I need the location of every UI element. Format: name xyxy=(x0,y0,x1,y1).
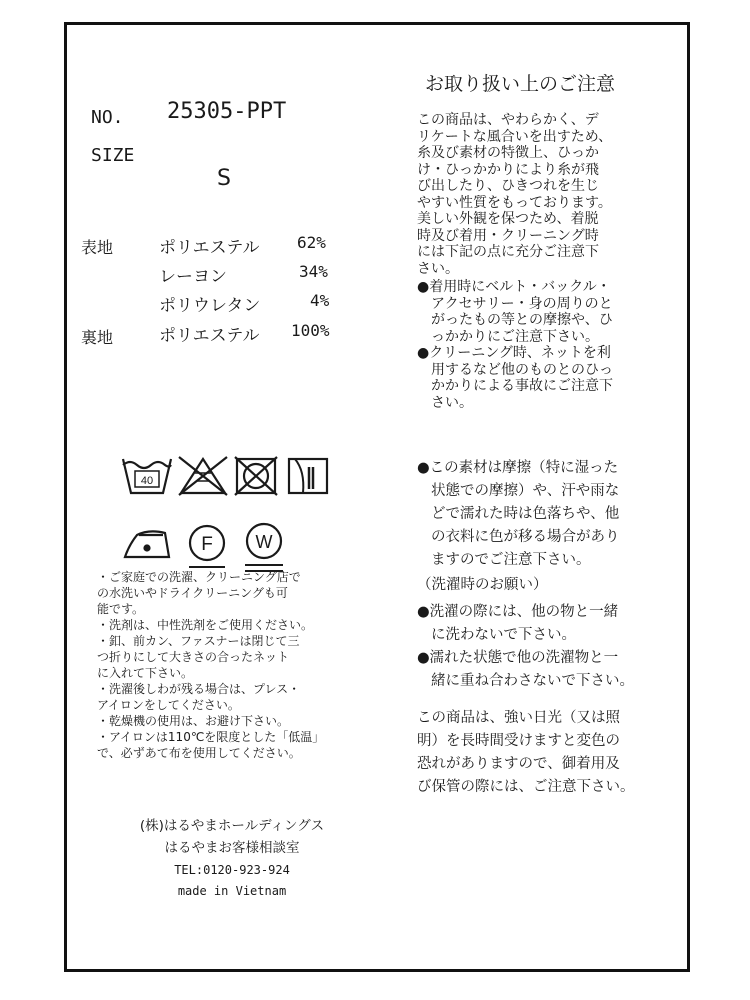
sunlight-warning xyxy=(417,707,697,799)
text-line: 緒に重ね合わさないで下さい。 xyxy=(431,673,634,689)
note-line: に入れて下さい。 xyxy=(97,666,194,680)
company-name: (株)はるやまホールディングス xyxy=(139,818,325,834)
bullet-cleaning xyxy=(417,345,697,411)
iron-low-icon xyxy=(125,531,169,557)
note-line: で、必ずあて布を使用してください。 xyxy=(97,746,301,760)
bullet-friction xyxy=(417,457,697,572)
fiber-percent: 62% xyxy=(297,233,326,252)
text-line: アクセサリー・身の周りのと xyxy=(431,295,613,312)
note-line: ・洗剤は、中性洗剤をご使用ください。 xyxy=(97,618,314,632)
note-line: の水洗いやドライクリーニングも可 xyxy=(97,586,288,600)
text-line: がったもの等との摩擦や、ひ xyxy=(431,312,613,328)
company-info xyxy=(97,815,367,901)
fiber-name: レーヨン xyxy=(159,267,227,287)
text-line: 明）を長時間受けますと変色の xyxy=(417,733,620,749)
text-line: ●この素材は摩擦（特に湿った xyxy=(417,460,619,476)
fiber-name: ポリエステル xyxy=(159,238,260,258)
text-line: どで濡れた時は色落ちや、他 xyxy=(431,506,620,522)
text-line: に洗わないで下さい。 xyxy=(431,627,576,643)
text-line: ますのでご注意下さい。 xyxy=(431,552,591,568)
text-line: 恐れがありますので、御着用及 xyxy=(417,756,620,772)
text-line: け・ひっかかりにより糸が飛 xyxy=(417,161,599,178)
product-no-label: NO. xyxy=(91,107,124,128)
text-line: 糸及び素材の特徴上、ひっか xyxy=(417,145,599,161)
text-line: ●着用時にベルト・バックル・ xyxy=(417,279,611,295)
text-line: （洗濯時のお願い） xyxy=(417,577,548,593)
care-label xyxy=(64,22,690,972)
text-line: リケートな風合いを出すため、 xyxy=(417,128,613,145)
bullet-wet-stacking xyxy=(417,647,697,693)
text-line: さい。 xyxy=(417,260,459,277)
note-line: ・乾燥機の使用は、お避け下さい。 xyxy=(97,714,290,728)
note-line: ・アイロンは110℃を限度とした「低温」 xyxy=(97,730,325,744)
size-value: S xyxy=(217,166,231,191)
size-label: SIZE xyxy=(91,145,135,166)
text-line: この商品は、やわらかく、デ xyxy=(417,112,599,128)
svg-text:F: F xyxy=(201,534,213,555)
text-line: 時及び着用・クリーニング時 xyxy=(417,227,599,244)
fiber-name: ポリエステル xyxy=(159,326,260,346)
note-line: ・ご家庭での洗濯、クリーニング店で xyxy=(97,570,301,584)
text-line: やすい性質をもっております。 xyxy=(417,194,612,211)
text-line: ●濡れた状態で他の洗濯物と一 xyxy=(417,650,619,666)
bullet-separate-wash xyxy=(417,601,697,647)
no-tumble-dry-icon xyxy=(235,457,277,495)
fiber-name: ポリウレタン xyxy=(159,296,261,316)
text-line: この商品は、強い日光（又は照 xyxy=(417,710,620,726)
text-line: ●クリーニング時、ネットを利 xyxy=(417,345,611,361)
note-line: 能です。 xyxy=(97,602,145,616)
product-no-value: 25305-PPT xyxy=(167,99,287,124)
no-bleach-icon xyxy=(179,457,227,495)
country-of-origin: made in Vietnam xyxy=(177,884,287,898)
text-line: 用するなど他のものとのひっ xyxy=(431,361,613,378)
text-line: っかかりにご注意下さい。 xyxy=(431,328,599,345)
care-symbols xyxy=(119,453,339,583)
fiber-percent: 100% xyxy=(291,321,330,340)
text-line: び保管の際には、ご注意下さい。 xyxy=(417,779,635,795)
text-line: ●洗濯の際には、他の物と一緒 xyxy=(417,604,619,620)
bullet-wearing xyxy=(417,279,697,345)
washing-instructions xyxy=(97,569,367,761)
wash-temp: 40 xyxy=(140,475,154,487)
outer-fabric-label: 表地 xyxy=(81,238,114,257)
intro-paragraph xyxy=(417,112,697,277)
svg-text:W: W xyxy=(255,532,273,552)
note-line: つ折りにして大きさの合ったネット xyxy=(97,650,290,664)
handling-notes xyxy=(417,69,697,799)
note-line: アイロンをしてください。 xyxy=(97,698,240,712)
text-line: さい。 xyxy=(431,394,473,411)
note-line: ・洗濯後しわが残る場合は、プレス・ xyxy=(97,682,301,696)
customer-service: はるやまお客様相談室 xyxy=(164,840,300,856)
handling-title: お取り扱い上のご注意 xyxy=(425,73,616,95)
dry-clean-f-icon xyxy=(189,526,225,567)
wet-clean-w-icon xyxy=(245,524,283,571)
text-line: 状態での摩擦）や、汗や雨な xyxy=(431,483,620,499)
text-line: び出したり、ひきつれを生じ xyxy=(417,178,599,194)
fiber-percent: 4% xyxy=(310,291,330,310)
fiber-percent: 34% xyxy=(299,262,328,281)
text-line: 美しい外観を保つため、着脱 xyxy=(417,211,599,227)
line-dry-icon xyxy=(289,459,327,493)
washing-request-heading xyxy=(417,574,697,597)
text-line: には下記の点に充分ご注意下 xyxy=(417,244,599,260)
lining-fabric-label: 裏地 xyxy=(81,328,114,347)
phone-number: TEL:0120-923-924 xyxy=(174,863,290,877)
text-line: かかりによる事故にご注意下 xyxy=(431,378,613,394)
note-line: ・釦、前カン、ファスナーは閉じて三 xyxy=(97,634,300,648)
text-line: の衣料に色が移る場合があり xyxy=(431,529,620,545)
wash-40-icon xyxy=(123,459,171,493)
